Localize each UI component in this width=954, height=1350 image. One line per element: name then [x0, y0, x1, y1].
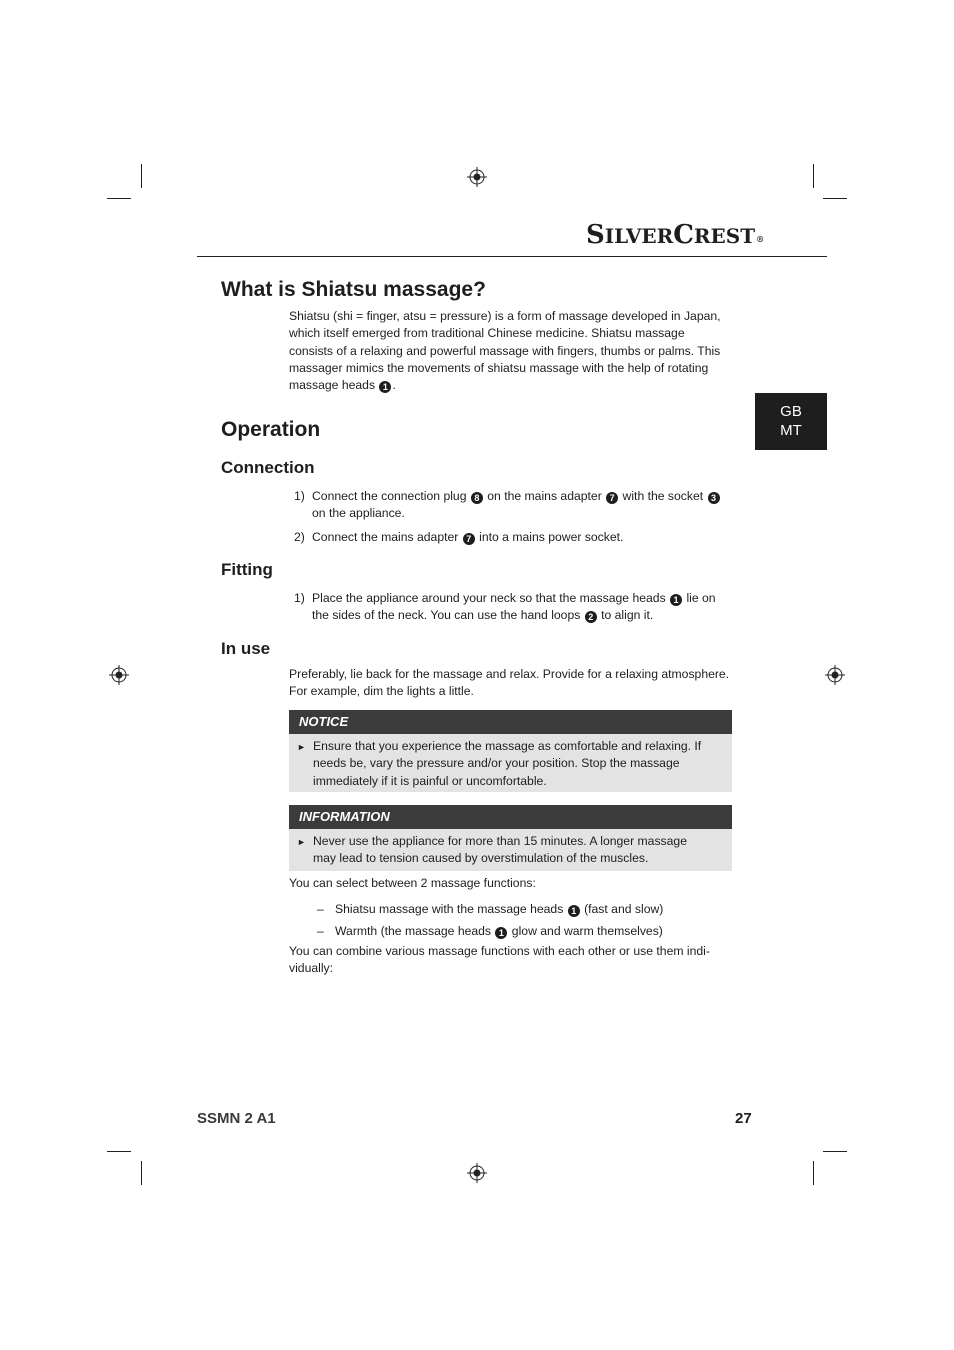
section-title-shiatsu: What is Shiatsu massage?: [221, 278, 486, 301]
language-code: GB: [780, 403, 802, 420]
crop-mark: [823, 1151, 847, 1152]
crop-mark: [141, 1161, 142, 1185]
registration-mark-icon: [109, 665, 129, 685]
reference-number: 7: [463, 533, 475, 545]
list-item: – Shiatsu massage with the massage heads 1 (fast and slow): [317, 902, 664, 916]
select-functions-text: You can select between 2 massage functions:: [289, 876, 536, 890]
reference-number: 3: [708, 492, 720, 504]
crop-mark: [107, 198, 131, 199]
header-divider: [197, 256, 827, 257]
registration-mark-icon: [825, 665, 845, 685]
list-item: 2) Connect the mains adapter 7 into a mains power socket.: [294, 530, 624, 544]
page-number: 27: [735, 1110, 752, 1127]
list-item: 1) Connect the connection plug 8 on the mains adapter 7 with the socket 3 on the appliance.: [294, 488, 734, 523]
bullet-arrow-icon: ►: [297, 742, 306, 752]
registration-mark-icon: [467, 167, 487, 187]
shiatsu-paragraph: Shiatsu (shi = finger, atsu = pressure) is a form of massage developed in Japan, which itself emerged from traditional Chinese medicine. Shiatsu massage consists of a relaxing and powerful massage with fingers, thumbs or palms. This massager mimics the movements of shiatsu massage with the help of rotating massage heads 1 .: [289, 309, 721, 393]
crop-mark: [107, 1151, 131, 1152]
crop-mark: [813, 1161, 814, 1185]
registration-mark-icon: [467, 1163, 487, 1183]
reference-number: 1: [379, 381, 391, 393]
reference-number: 1: [670, 594, 682, 606]
information-text: Never use the appliance for more than 15 minutes. A longer massage may lead to tension caused by overstimulation of the muscles.: [313, 834, 687, 866]
in-use-intro: Preferably, lie back for the massage and relax. Provide for a relaxing atmosphere. For example, dim the lights a little.: [289, 667, 730, 699]
subsection-title-fitting: Fitting: [221, 560, 273, 579]
information-heading: INFORMATION: [289, 805, 732, 829]
subsection-title-in-use: In use: [221, 639, 271, 658]
reference-number: 7: [606, 492, 618, 504]
list-item: 1) Place the appliance around your neck so that the massage heads 1 lie on the sides of the neck. You can use the hand loops 2 to align it.: [294, 591, 716, 623]
language-code: MT: [780, 422, 802, 439]
list-item: – Warmth (the massage heads 1 glow and warm themselves): [317, 924, 663, 938]
combine-functions-text: You can combine various massage functions with each other or use them indi-vidually:: [289, 944, 710, 976]
reference-number: 8: [471, 492, 483, 504]
bullet-arrow-icon: ►: [297, 837, 306, 847]
crop-mark: [813, 164, 814, 188]
language-tab: [755, 393, 827, 450]
reference-number: 2: [585, 611, 597, 623]
information-box: [289, 829, 732, 871]
crop-mark: [141, 164, 142, 188]
notice-heading: NOTICE: [289, 710, 732, 734]
reference-number: 1: [495, 927, 507, 939]
model-number: SSMN 2 A1: [197, 1110, 276, 1127]
subsection-title-connection: Connection: [221, 458, 315, 477]
section-title-operation: Operation: [221, 418, 321, 441]
brand-logo: SILVERCREST®: [586, 220, 765, 250]
reference-number: 1: [568, 905, 580, 917]
crop-mark: [823, 198, 847, 199]
notice-text: Ensure that you experience the massage as comfortable and relaxing. If needs be, vary the pressure and/or your position. Stop the massage immediately if it is painful or uncomfortable.: [313, 739, 702, 788]
notice-box: [289, 734, 732, 792]
